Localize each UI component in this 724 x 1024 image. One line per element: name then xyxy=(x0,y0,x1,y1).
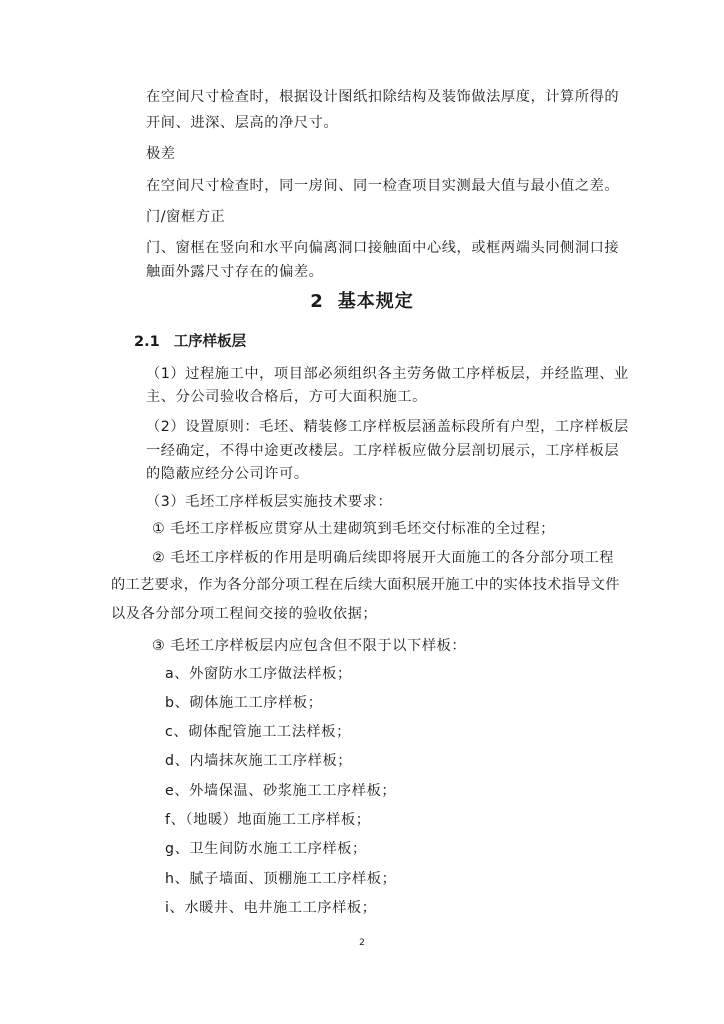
list-item: g、卫生间防水施工工序样板； xyxy=(165,841,367,857)
list-item: e、外墙保温、砂浆施工工序样板； xyxy=(165,783,397,799)
list-item: a、外窗防水工序做法样板； xyxy=(165,666,352,682)
para-1-line-2: 主、分公司验收合格后，方可大面积施工。 xyxy=(146,389,427,405)
list-item: d、内墙抹灰施工工序样板； xyxy=(165,753,353,769)
list-item: c、砌体配管施工工法样板； xyxy=(165,724,351,740)
clause-3: ③ 毛坯工序样板层内应包含但不限于以下样板： xyxy=(152,638,467,654)
term-range: 极差 xyxy=(146,146,176,162)
para-1-line-1: （1）过程施工中，项目部必须组织各主劳务做工序样板层，并经监理、业 xyxy=(146,366,629,382)
chapter-title: 基本规定 xyxy=(337,291,414,312)
definition-range: 在空间尺寸检查时，同一房间、同一检查项目实测最大值与最小值之差。 xyxy=(146,178,620,194)
definition-net-size-line-2: 开间、进深、层高的净尺寸。 xyxy=(146,115,339,131)
term-frame-squareness: 门/窗框方正 xyxy=(146,209,226,225)
para-2-line-3: 的隐蔽应经分公司许可。 xyxy=(146,466,309,482)
list-item: b、砌体施工工序样板； xyxy=(165,695,323,711)
list-item: h、腻子墙面、顶棚施工工序样板； xyxy=(165,871,397,887)
clause-2-line-1: ② 毛坯工序样板的作用是明确后续即将展开大面施工的各分部分项工程 xyxy=(152,550,615,566)
clause-1: ① 毛坯工序样板应贯穿从土建砌筑到毛坯交付标准的全过程； xyxy=(152,521,555,537)
section-title: 工序样板层 xyxy=(173,334,247,350)
clause-2-line-3: 以及各分部分项工程间交接的验收依据； xyxy=(111,606,378,622)
para-2-line-2: 一经确定，不得中途更改楼层。工序样板应做分层剖切展示，工序样板层 xyxy=(146,443,620,459)
list-item: f、（地暖）地面施工工序样板； xyxy=(165,812,371,828)
para-2-line-1: （2）设置原则：毛坯、精装修工序样板层涵盖标段所有户型，工序样板层 xyxy=(146,419,629,435)
chapter-heading xyxy=(0,287,724,313)
definition-frame-line-2: 触面外露尺寸存在的偏差。 xyxy=(146,264,324,280)
definition-frame-line-1: 门、窗框在竖向和水平向偏离洞口接触面中心线，或框两端头同侧洞口接 xyxy=(146,240,620,256)
clause-2-line-2: 的工艺要求，作为各分部分项工程在后续大面积展开施工中的实体技术指导文件 xyxy=(111,577,620,593)
section-number: 2.1 xyxy=(134,334,160,350)
chapter-number: 2 xyxy=(310,291,324,312)
definition-net-size-line-1: 在空间尺寸检查时，根据设计图纸扣除结构及装饰做法厚度，计算所得的 xyxy=(146,89,620,105)
list-item: i、水暖井、电井施工工序样板； xyxy=(165,900,377,916)
page-number: 2 xyxy=(359,938,365,948)
para-3: （3）毛坯工序样板层实施技术要求： xyxy=(146,494,393,510)
section-heading xyxy=(134,330,246,351)
